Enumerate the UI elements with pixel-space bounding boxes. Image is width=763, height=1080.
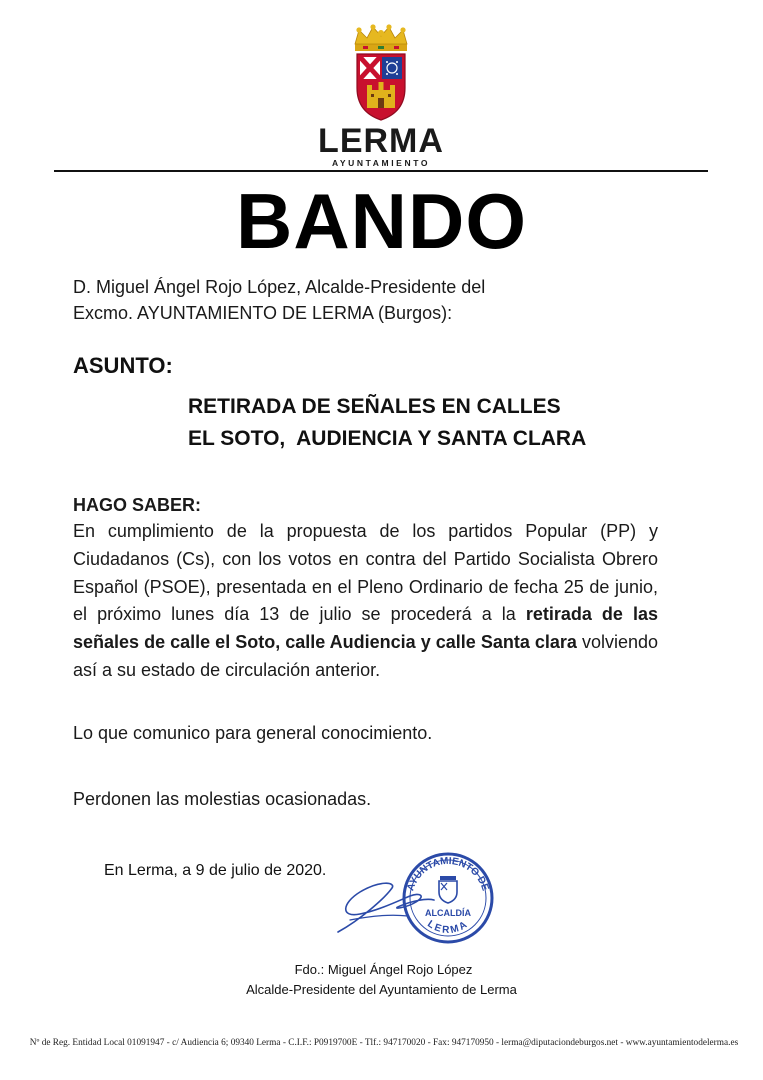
apology-statement: Perdonen las molestias ocasionadas.: [73, 789, 372, 809]
intro-paragraph: [73, 274, 543, 326]
signatory-title: Alcalde-Presidente del Ayuntamiento de Lerma: [246, 982, 517, 997]
intro-line-2: Excmo. AYUNTAMIENTO DE LERMA (Burgos):: [73, 303, 453, 323]
document-title: BANDO: [236, 177, 527, 265]
brand-subtitle: AYUNTAMIENTO: [331, 158, 431, 168]
closing-statement: Lo que comunico para general conocimiento.: [73, 723, 433, 743]
crown-icon: [355, 24, 407, 51]
header-divider: [54, 170, 708, 172]
subject-line-2: EL SOTO, AUDIENCIA Y SANTA CLARA: [188, 427, 587, 450]
seal-center-text: ALCALDÍA: [425, 908, 471, 918]
body-paragraph: [73, 518, 658, 685]
shield-icon: [357, 54, 405, 120]
intro-line-1: D. Miguel Ángel Rojo López, Alcalde-Presidente del: [73, 277, 486, 297]
subject-heading: [188, 391, 668, 455]
body-text-end: volviendo así a su estado de circulación anterior.: [73, 632, 658, 680]
body-text-start: En cumplimiento de la propuesta de los partidos Popular (PP) y Ciudadanos (Cs), con los votos en contra del Partido Socialista Obrero Español (PSOE), presentada en el Pleno Ordinario de fecha 25 de junio, el próximo lunes día 13 de julio se procederá a la: [73, 521, 658, 625]
seal-crest-icon: [439, 876, 457, 903]
place-and-date: En Lerma, a 9 de julio de 2020.: [104, 862, 327, 879]
body-text-bold: retirada de las señales de calle el Soto, calle Audiencia y calle Santa clara: [73, 604, 658, 653]
official-seal: [398, 850, 498, 945]
brand-name: LERMA: [318, 122, 444, 160]
signatory-name: Fdo.: Miguel Ángel Rojo López: [294, 962, 473, 977]
seal-bottom-text: LERMA: [425, 918, 471, 937]
svg-text:LERMA: [425, 919, 471, 936]
seal-top-text: AYUNTAMIENTO DE: [405, 855, 491, 893]
footer-contact-info: Nº de Reg. Entidad Local 01091947 - c/ Audiencia 6; 09340 Lerma - C.I.F.: P0919700E - Tlf.: 947170020 - Fax: 947170950 - lerma@diputaciondeburgos.net - www.ayuntamientodelerma.es: [29, 1038, 739, 1048]
subject-line-1: RETIRADA DE SEÑALES EN CALLES: [188, 395, 561, 418]
hago-saber-heading: HAGO SABER:: [73, 495, 202, 515]
subject-label: ASUNTO:: [73, 353, 173, 378]
coat-of-arms-logo: [345, 24, 417, 124]
municipality-brand: [300, 124, 462, 169]
